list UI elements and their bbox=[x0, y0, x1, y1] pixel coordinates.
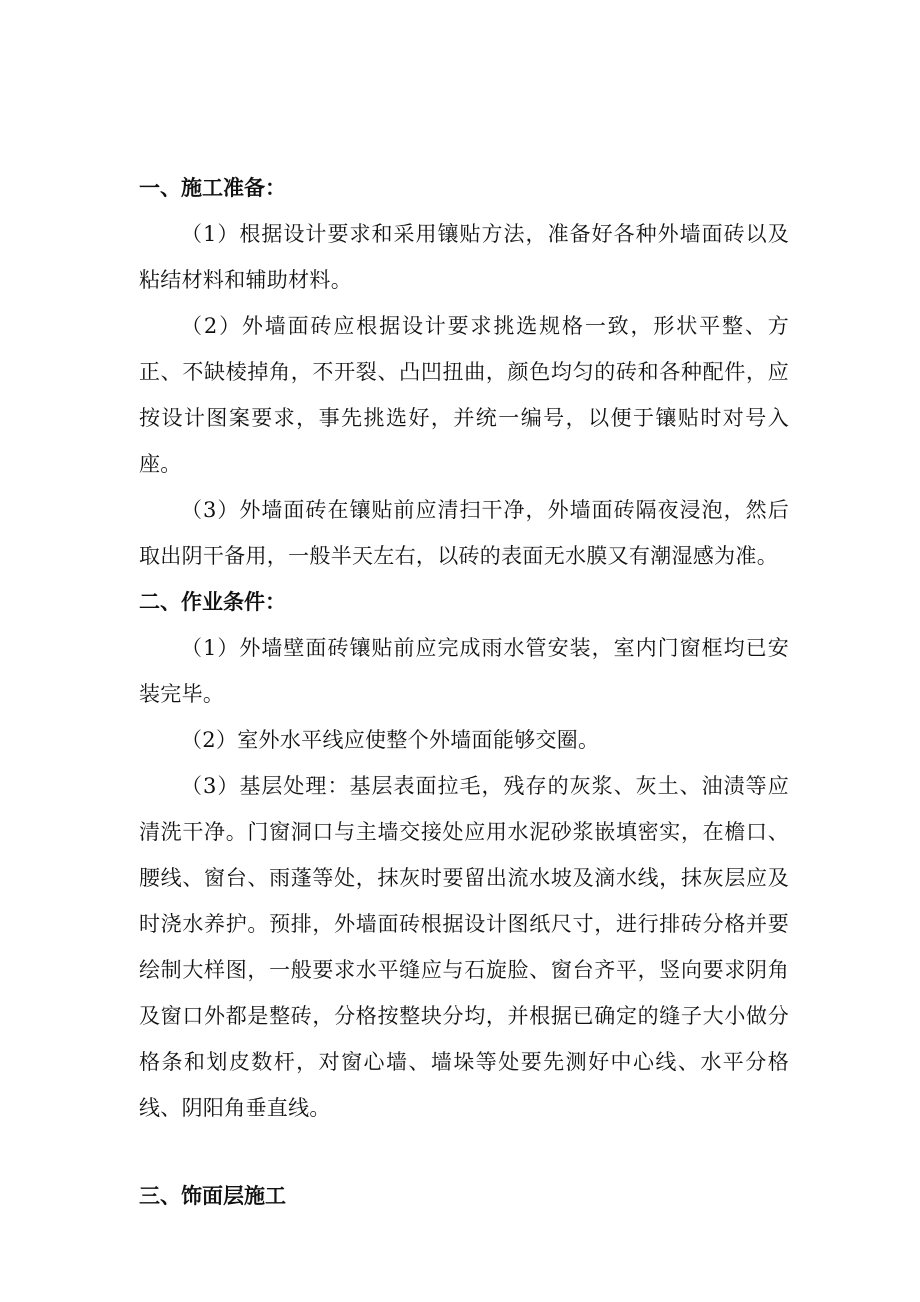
paragraph: （1）外墙壁面砖镶贴前应完成雨水管安装，室内门窗框均已安装完毕。 bbox=[139, 636, 789, 706]
paragraph: （2）外墙面砖应根据设计要求挑选规格一致，形状平整、方正、不缺棱掉角，不开裂、凸凹扭曲，颜色均匀的砖和各种配件，应按设计图案要求，事先挑选好，并统一编号，以便于镶贴时对号入座。 bbox=[139, 314, 789, 476]
document-page bbox=[139, 165, 789, 1219]
paragraph: （3）外墙面砖在镶贴前应清扫干净，外墙面砖隔夜浸泡，然后取出阴干备用，一般半天左右，以砖的表面无水膜又有潮湿感为准。 bbox=[139, 498, 789, 568]
paragraph: （2）室外水平线应使整个外墙面能够交圈。 bbox=[181, 728, 600, 752]
paragraph: （1）根据设计要求和采用镶贴方法，准备好各种外墙面砖以及粘结材料和辅助材料。 bbox=[139, 222, 789, 292]
section-heading-finishing: 三、饰面层施工 bbox=[139, 1184, 286, 1208]
paragraph: （3）基层处理：基层表面拉毛，残存的灰浆、灰土、油渍等应清洗干净。门窗洞口与主墙交接处应用水泥砂浆嵌填密实，在檐口、腰线、窗台、雨蓬等处，抹灰时要留出流水坡及滴水线，抹灰层应及时浇水养护。预排，外墙面砖根据设计图纸尺寸，进行排砖分格并要绘制大样图，一般要求水平缝应与石旋脸、窗台齐平，竖向要求阴角及窗口外都是整砖，分格按整块分均，并根据已确定的缝子大小做分格条和划皮数杆，对窗心墙、墙垛等处要先测好中心线、水平分格线、阴阳角垂直线。 bbox=[139, 774, 789, 1120]
section-heading-preparation: 一、施工准备： bbox=[139, 176, 286, 200]
section-heading-conditions: 二、作业条件： bbox=[139, 590, 286, 614]
section-spacer bbox=[139, 1131, 789, 1173]
